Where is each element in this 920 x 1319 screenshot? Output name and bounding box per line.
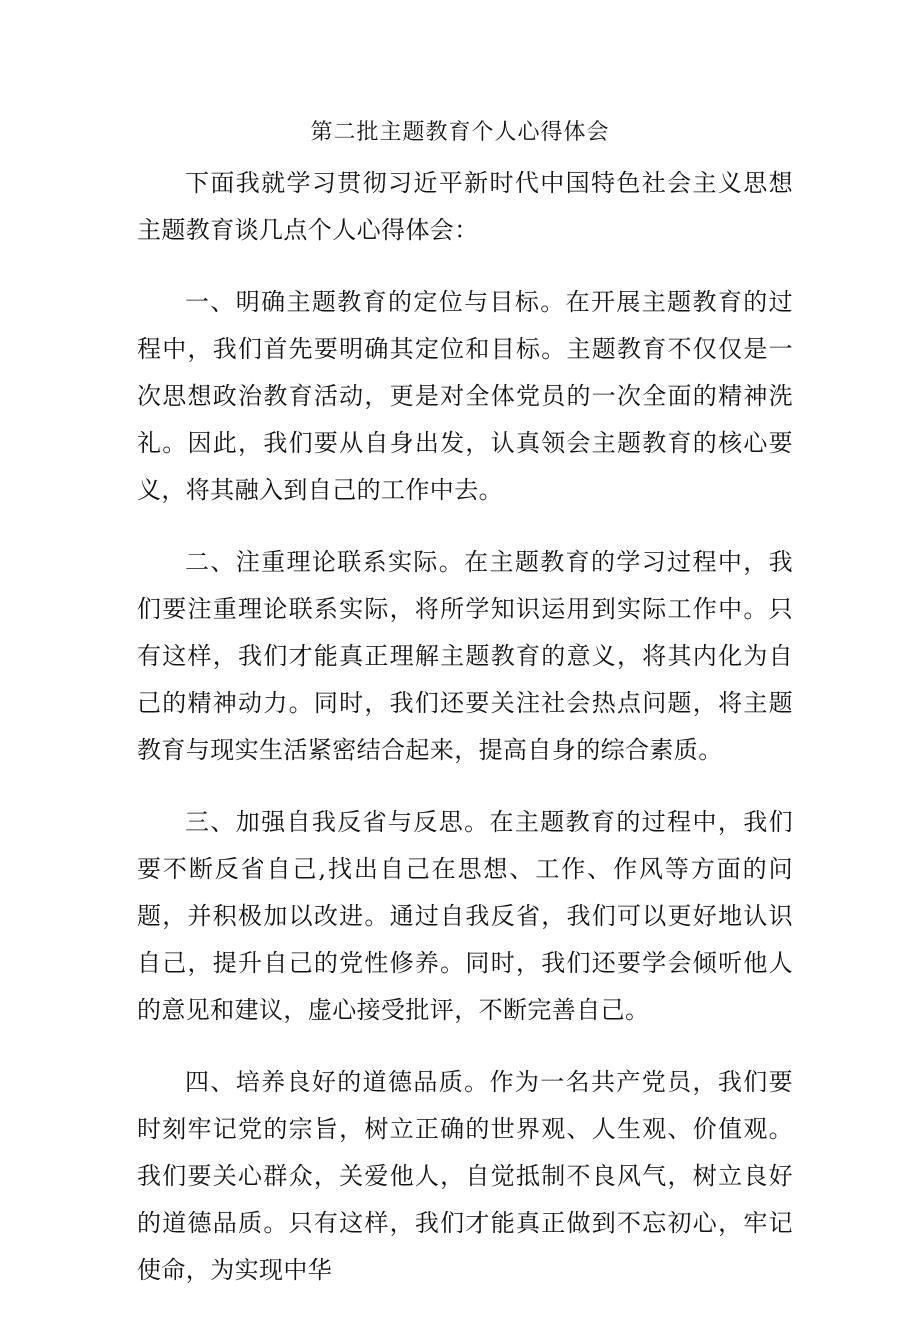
paragraph-intro: 下面我就学习贯彻习近平新时代中国特色社会主义思想主题教育谈几点个人心得体会： bbox=[137, 169, 793, 244]
paragraph-section-2: 二、注重理论联系实际。在主题教育的学习过程中，我们要注重理论联系实际，将所学知识运用到实际工作中。只有这样，我们才能真正理解主题教育的意义，将其内化为自己的精神动力。同时，我们还要关注社会热点问题，将主题教育与现实生活紧密结合起来，提高自身的综合素质。 bbox=[137, 548, 793, 764]
paragraph-section-1: 一、明确主题教育的定位与目标。在开展主题教育的过程中，我们首先要明确其定位和目标。主题教育不仅仅是一次思想政治教育活动，更是对全体党员的一次全面的精神洗礼。因此，我们要从自身出发，认真领会主题教育的核心要义，将其融入到自己的工作中去。 bbox=[137, 288, 793, 504]
paragraph-section-3: 三、加强自我反省与反思。在主题教育的过程中，我们要不断反省自己,找出自己在思想、工作、作风等方面的问题，并积极加以改进。通过自我反省，我们可以更好地认识自己，提升自己的党性修养。同时，我们还要学会倾听他人的意见和建议，虚心接受批评，不断完善自己。 bbox=[137, 808, 793, 1024]
paragraph-section-4: 四、培养良好的道德品质。作为一名共产党员，我们要时刻牢记党的宗旨，树立正确的世界观、人生观、价值观。我们要关心群众，关爱他人，自觉抵制不良风气，树立良好的道德品质。只有这样，我们才能真正做到不忘初心，牢记使命，为实现中华 bbox=[137, 1068, 793, 1284]
document-title: 第二批主题教育个人心得体会 bbox=[310, 120, 610, 145]
document-body bbox=[137, 160, 793, 1319]
